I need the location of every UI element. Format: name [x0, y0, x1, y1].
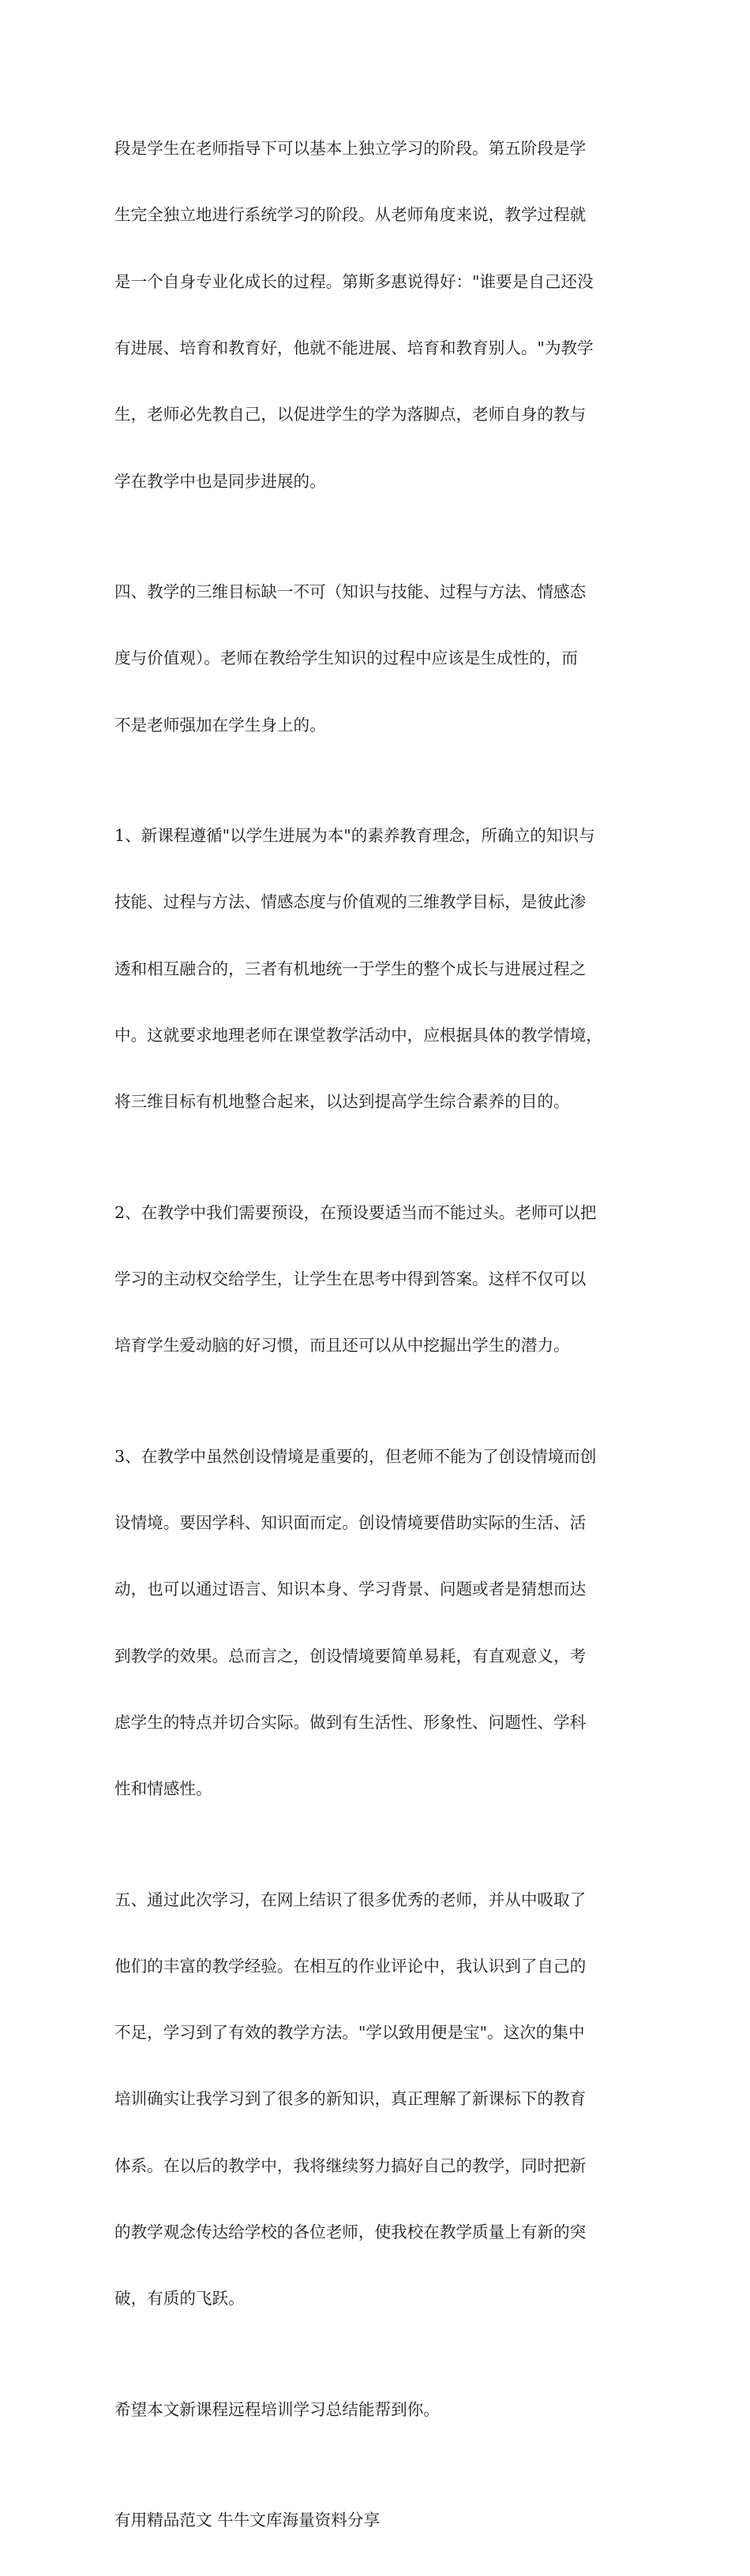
- text-line: 四、教学的三维目标缺一不可（知识与技能、过程与方法、情感态: [114, 582, 587, 602]
- text-line: 体系。在以后的教学中，我将继续努力搞好自己的教学，同时把新: [114, 2155, 587, 2175]
- paragraph-teaching-stages: [114, 93, 643, 537]
- paragraph-point-two: [114, 1157, 643, 1401]
- text-line: 有用精品范文 牛牛文库海量资料分享: [114, 2511, 381, 2530]
- text-line: 中。这就要求地理老师在课堂教学活动中，应根据具体的教学情境，: [114, 1025, 602, 1045]
- document-body: [114, 93, 643, 2576]
- text-line: 透和相互融合的，三者有机地统一于学生的整个成长与进展过程之: [114, 959, 587, 978]
- text-line: 培育学生爱动脑的好习惯，而且还可以从中挖掘出学生的潜力。: [114, 1336, 570, 1355]
- text-line: 培训确实让我学习到了很多的新知识，真正理解了新课标下的教育: [114, 2089, 587, 2109]
- text-line: 3、在教学中虽然创设情境是重要的，但老师不能为了创设情境而创: [114, 1446, 597, 1466]
- text-line: 设情境。要因学科、知识面而定。创设情境要借助实际的生活、活: [114, 1513, 587, 1532]
- text-line: 是一个自身专业化成长的过程。第斯多惠说得好："谁要是自己还没: [114, 271, 594, 291]
- text-line: 2、在教学中我们需要预设，在预设要适当而不能过头。老师可以把: [114, 1202, 597, 1222]
- text-line: 虑学生的特点并切合实际。做到有生活性、形象性、问题性、学科: [114, 1712, 587, 1732]
- paragraph-closing-wish: [114, 2354, 643, 2465]
- text-line: 到教学的效果。总而言之，创设情境要简单易耗，有直观意义，考: [114, 1646, 587, 1666]
- text-line: 的教学观念传达给学校的各位老师，使我校在教学质量上有新的突: [114, 2223, 587, 2241]
- paragraph-footer-note: [114, 2465, 643, 2575]
- paragraph-section-four: [114, 537, 643, 780]
- text-line: 生完全独立地进行系统学习的阶段。从老师角度来说，教学过程就: [114, 205, 587, 225]
- text-line: 技能、过程与方法、情感态度与价值观的三维教学目标，是彼此渗: [114, 892, 587, 912]
- text-line: 有进展、培育和教育好，他就不能进展、培育和教育别人。"为教学: [114, 338, 594, 358]
- text-line: 段是学生在老师指导下可以基本上独立学习的阶段。第五阶段是学: [114, 139, 587, 159]
- text-line: 1、新课程遵循"以学生进展为本"的素养教育理念，所确立的知识与: [114, 826, 595, 846]
- text-line: 他们的丰富的教学经验。在相互的作业评论中，我认识到了自己的: [114, 1956, 587, 1976]
- text-line: 希望本文新课程远程培训学习总结能帮到你。: [114, 2399, 440, 2419]
- text-line: 破，有质的飞跃。: [114, 2289, 245, 2309]
- paragraph-section-five: [114, 1844, 643, 2354]
- paragraph-point-one: [114, 780, 643, 1157]
- text-line: 学在教学中也是同步进展的。: [114, 471, 326, 491]
- text-line: 学习的主动权交给学生，让学生在思考中得到答案。这样不仅可以: [114, 1269, 587, 1288]
- text-line: 性和情感性。: [114, 1779, 212, 1799]
- text-line: 不足，学习到了有效的教学方法。"学以致用便是宝"。这次的集中: [114, 2023, 585, 2043]
- text-line: 五、通过此次学习，在网上结识了很多优秀的老师，并从中吸取了: [114, 1890, 587, 1909]
- paragraph-point-three: [114, 1401, 643, 1845]
- text-line: 度与价值观）。老师在教给学生知识的过程中应该是生成性的，而: [114, 649, 578, 668]
- text-line: 生，老师必先教自己，以促进学生的学为落脚点，老师自身的教与: [114, 405, 587, 424]
- text-line: 将三维目标有机地整合起来，以达到提高学生综合素养的目的。: [114, 1092, 570, 1112]
- text-line: 动，也可以通过语言、知识本身、学习背景、问题或者是猜想而达: [114, 1580, 587, 1599]
- text-line: 不是老师强加在学生身上的。: [114, 715, 326, 735]
